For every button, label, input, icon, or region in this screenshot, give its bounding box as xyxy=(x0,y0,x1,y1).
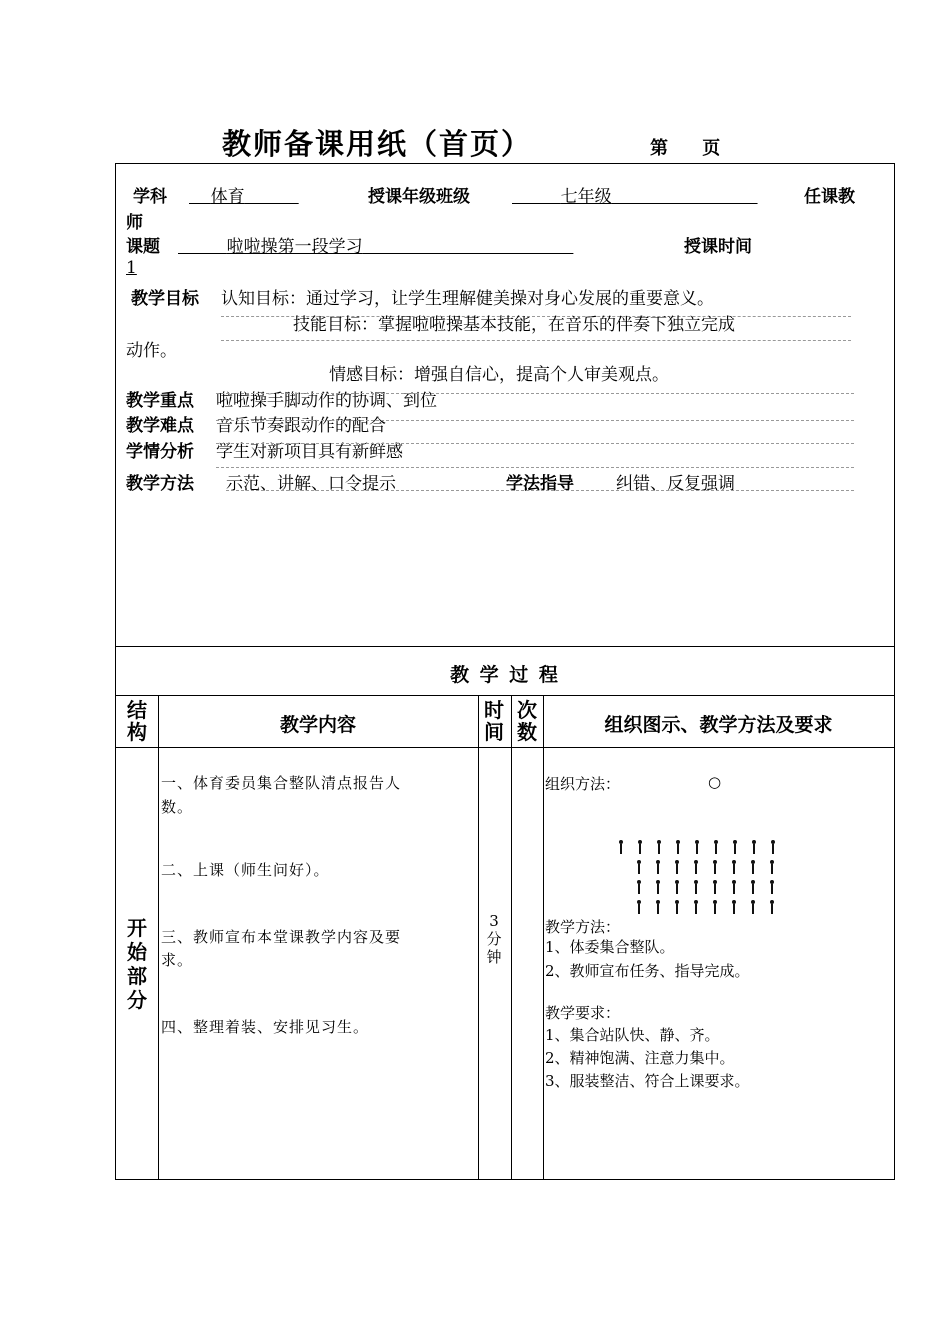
column-divider xyxy=(543,695,544,1179)
org-label: 组织方法： xyxy=(545,775,621,793)
goals-label: 教学目标 xyxy=(131,289,199,309)
content-line: 二、上课（师生问好）。 xyxy=(161,861,330,879)
process-title: 教 学 过 程 xyxy=(450,664,560,686)
column-divider xyxy=(511,695,512,1179)
grade-value: 七年级 xyxy=(560,187,612,207)
student-figure-icon xyxy=(770,900,774,914)
difficulty-label: 教学难点 xyxy=(126,416,194,436)
dashed-rule xyxy=(216,467,854,468)
content-line: 一、体育委员集合整队清点报告人 xyxy=(161,774,402,792)
student-figure-icon xyxy=(751,860,755,874)
time-value: 3分钟 xyxy=(486,912,502,966)
requirement-title: 教学要求： xyxy=(545,1004,621,1022)
goal-affective: 情感目标：增强自信心，提高个人审美观点。 xyxy=(329,365,669,385)
analysis-value: 学生对新项目具有新鲜感 xyxy=(216,442,403,462)
dashed-rule xyxy=(221,340,851,341)
difficulty-value: 音乐节奏跟动作的配合 xyxy=(216,416,386,436)
dashed-rule xyxy=(226,490,854,491)
lesson-plan-table xyxy=(115,163,895,1180)
method-value: 示范、讲解、口令提示 xyxy=(226,474,396,494)
divider xyxy=(116,646,894,647)
divider xyxy=(116,695,894,696)
goal-cognitive: 认知目标：通过学习，让学生理解健美操对身心发展的重要意义。 xyxy=(221,289,714,309)
student-figure-icon xyxy=(751,880,755,894)
student-figure-icon xyxy=(732,880,736,894)
method-title: 教学方法： xyxy=(545,918,621,936)
section-start: 开始部分 xyxy=(127,916,147,1012)
student-figure-icon xyxy=(638,840,642,854)
student-figure-icon xyxy=(694,900,698,914)
requirement-item: 3、服装整洁、符合上课要求。 xyxy=(545,1072,750,1090)
topic-value: 啦啦操第一段学习 xyxy=(226,237,363,257)
student-figure-icon xyxy=(732,900,736,914)
dashed-rule xyxy=(216,393,854,394)
student-figure-icon xyxy=(714,840,718,854)
student-figure-icon xyxy=(770,880,774,894)
content-line: 求。 xyxy=(161,951,194,969)
student-figure-icon xyxy=(713,900,717,914)
time-label: 授课时间 xyxy=(684,237,752,257)
student-figure-icon xyxy=(695,840,699,854)
goal-skill-cont: 动作。 xyxy=(126,341,177,361)
lesson-number: 1 xyxy=(126,258,137,278)
student-figure-icon xyxy=(713,880,717,894)
student-figure-icon xyxy=(675,900,679,914)
dashed-rule xyxy=(216,443,854,444)
student-figure-icon xyxy=(675,860,679,874)
requirement-item: 1、集合站队快、静、齐。 xyxy=(545,1026,720,1044)
key-value: 啦啦操手脚动作的协调、到位 xyxy=(216,391,437,411)
column-divider xyxy=(478,695,479,1179)
content-line: 三、教师宣布本堂课教学内容及要 xyxy=(161,928,402,946)
key-label: 教学重点 xyxy=(126,391,194,411)
student-figure-icon xyxy=(733,840,737,854)
subject-value: 体育 xyxy=(210,187,245,207)
student-figure-icon xyxy=(656,880,660,894)
student-figure-icon xyxy=(637,880,641,894)
method-item: 1、体委集合整队。 xyxy=(545,938,675,956)
student-figure-icon xyxy=(732,860,736,874)
guide-label: 学法指导 xyxy=(506,474,574,494)
goal-skill: 技能目标：掌握啦啦操基本技能，在音乐的伴奏下独立完成 xyxy=(293,315,735,335)
student-figure-icon xyxy=(676,840,680,854)
student-figure-icon xyxy=(770,860,774,874)
student-figure-icon xyxy=(656,900,660,914)
student-figure-icon xyxy=(752,840,756,854)
teacher-label: 任课教 xyxy=(804,187,855,207)
header-count: 次数 xyxy=(517,698,537,744)
student-figure-icon xyxy=(771,840,775,854)
column-divider xyxy=(158,695,159,1179)
student-figure-icon xyxy=(675,880,679,894)
student-figure-icon xyxy=(657,840,661,854)
method-item: 2、教师宣布任务、指导完成。 xyxy=(545,962,750,980)
grade-label: 授课年级班级 xyxy=(368,187,470,207)
header-content: 教学内容 xyxy=(279,714,356,736)
method-label: 教学方法 xyxy=(126,474,194,494)
student-figure-icon xyxy=(637,900,641,914)
student-figure-icon xyxy=(637,860,641,874)
topic-label: 课题 xyxy=(126,237,160,257)
student-figure-icon xyxy=(694,860,698,874)
page-title: 教师备课用纸（首页） xyxy=(222,127,533,161)
content-line: 四、整理着装、安排见习生。 xyxy=(161,1018,370,1036)
subject-label: 学科 xyxy=(133,187,167,207)
student-figure-icon xyxy=(694,880,698,894)
divider xyxy=(116,747,894,748)
teacher-label-cont: 师 xyxy=(126,213,143,233)
header-time: 时间 xyxy=(484,698,504,744)
student-figure-icon xyxy=(751,900,755,914)
page-number-label: 第 页 xyxy=(650,138,735,159)
content-line: 数。 xyxy=(161,798,194,816)
header-structure: 结构 xyxy=(127,698,147,744)
student-figure-icon xyxy=(656,860,660,874)
requirement-item: 2、精神饱满、注意力集中。 xyxy=(545,1049,735,1067)
student-figure-icon xyxy=(619,840,623,854)
student-figure-icon xyxy=(713,860,717,874)
analysis-label: 学情分析 xyxy=(126,442,194,462)
guide-value: 纠错、反复强调 xyxy=(616,474,735,494)
header-org: 组织图示、教学方法及要求 xyxy=(604,714,833,736)
dashed-rule xyxy=(216,420,854,421)
teacher-position-mark: ○ xyxy=(708,773,722,791)
